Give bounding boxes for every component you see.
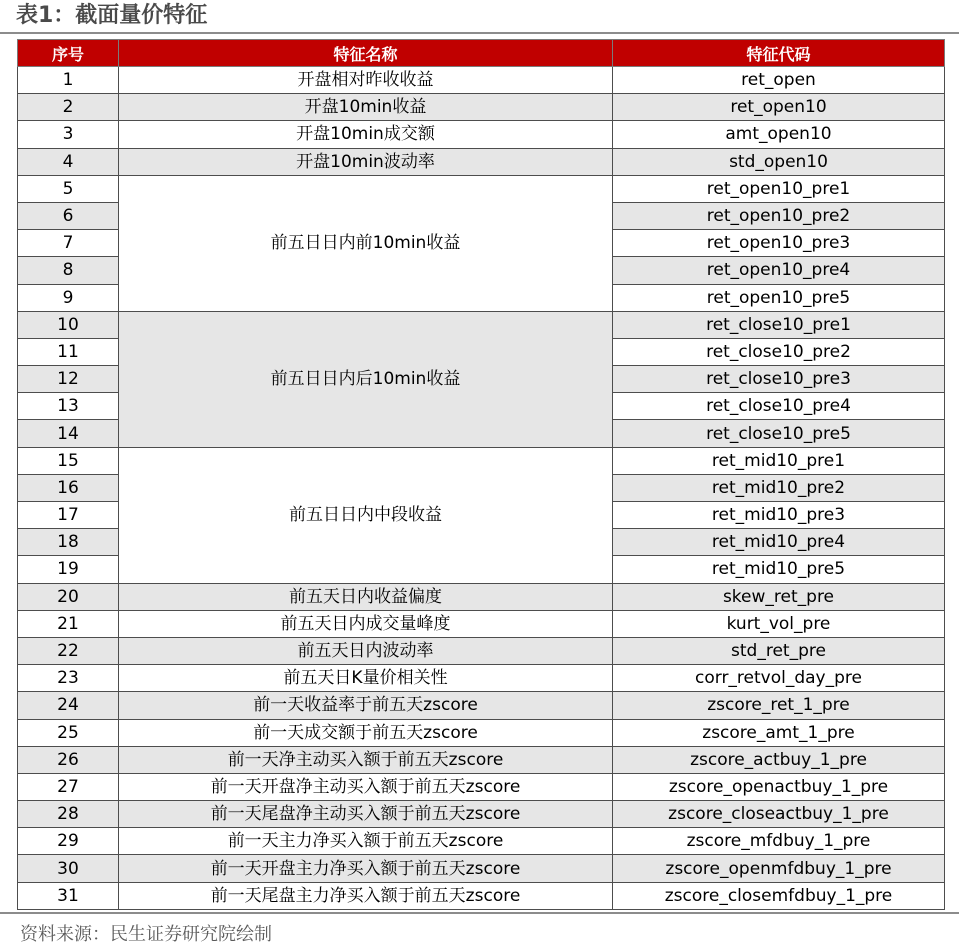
cell-code: ret_close10_pre4 xyxy=(613,393,945,420)
cell-code: zscore_mfdbuy_1_pre xyxy=(613,828,945,855)
cell-code: corr_retvol_day_pre xyxy=(613,665,945,692)
cell-no: 29 xyxy=(18,828,119,855)
table-title: 表1：截面量价特征 xyxy=(16,3,208,28)
cell-code: ret_open10_pre2 xyxy=(613,202,945,229)
cell-code: ret_close10_pre5 xyxy=(613,420,945,447)
cell-code: ret_mid10_pre5 xyxy=(613,556,945,583)
cell-code: zscore_actbuy_1_pre xyxy=(613,746,945,773)
cell-code: ret_mid10_pre1 xyxy=(613,447,945,474)
table-row xyxy=(18,148,945,175)
cell-no: 13 xyxy=(18,393,119,420)
cell-name: 前一天净主动买入额于前五天zscore xyxy=(119,746,613,773)
cell-code: std_ret_pre xyxy=(613,637,945,664)
bottom-rule xyxy=(0,912,959,914)
table-row xyxy=(18,94,945,121)
cell-code: ret_mid10_pre3 xyxy=(613,502,945,529)
source-note: 资料来源：民生证券研究院绘制 xyxy=(20,924,272,945)
cell-no: 20 xyxy=(18,583,119,610)
cell-code: kurt_vol_pre xyxy=(613,610,945,637)
table-row xyxy=(18,882,945,909)
cell-code: ret_open xyxy=(613,67,945,94)
table-row xyxy=(18,719,945,746)
cell-name: 开盘10min波动率 xyxy=(119,148,613,175)
cell-code: ret_open10_pre3 xyxy=(613,230,945,257)
header-name: 特征名称 xyxy=(119,40,613,67)
cell-code: ret_close10_pre2 xyxy=(613,338,945,365)
cell-no: 10 xyxy=(18,311,119,338)
cell-name: 开盘10min收益 xyxy=(119,94,613,121)
cell-code: ret_close10_pre3 xyxy=(613,366,945,393)
header-code: 特征代码 xyxy=(613,40,945,67)
cell-no: 23 xyxy=(18,665,119,692)
cell-code: ret_open10_pre5 xyxy=(613,284,945,311)
table-row xyxy=(18,828,945,855)
cell-code: skew_ret_pre xyxy=(613,583,945,610)
cell-no: 28 xyxy=(18,801,119,828)
cell-name: 前一天开盘主力净买入额于前五天zscore xyxy=(119,855,613,882)
cell-name: 前五日日内中段收益 xyxy=(119,447,613,583)
cell-no: 1 xyxy=(18,67,119,94)
cell-code: zscore_amt_1_pre xyxy=(613,719,945,746)
cell-code: ret_close10_pre1 xyxy=(613,311,945,338)
cell-no: 14 xyxy=(18,420,119,447)
table-header-row xyxy=(18,40,945,67)
cell-no: 3 xyxy=(18,121,119,148)
cell-name: 前五日日内后10min收益 xyxy=(119,311,613,447)
table-row xyxy=(18,855,945,882)
table-row xyxy=(18,610,945,637)
cell-no: 7 xyxy=(18,230,119,257)
table-row xyxy=(18,175,945,202)
cell-no: 22 xyxy=(18,637,119,664)
table-row xyxy=(18,773,945,800)
table-row xyxy=(18,121,945,148)
cell-name: 前一天尾盘净主动买入额于前五天zscore xyxy=(119,801,613,828)
cell-code: ret_open10 xyxy=(613,94,945,121)
cell-no: 26 xyxy=(18,746,119,773)
cell-no: 2 xyxy=(18,94,119,121)
cell-name: 前五天日内收益偏度 xyxy=(119,583,613,610)
cell-code: ret_mid10_pre2 xyxy=(613,474,945,501)
table-row xyxy=(18,67,945,94)
header-no: 序号 xyxy=(18,40,119,67)
cell-no: 6 xyxy=(18,202,119,229)
table-row xyxy=(18,746,945,773)
table-row xyxy=(18,637,945,664)
table-row xyxy=(18,665,945,692)
cell-no: 16 xyxy=(18,474,119,501)
cell-name: 前一天开盘净主动买入额于前五天zscore xyxy=(119,773,613,800)
cell-code: ret_mid10_pre4 xyxy=(613,529,945,556)
cell-no: 4 xyxy=(18,148,119,175)
table-row xyxy=(18,801,945,828)
cell-no: 5 xyxy=(18,175,119,202)
cell-code: zscore_ret_1_pre xyxy=(613,692,945,719)
cell-name: 前一天成交额于前五天zscore xyxy=(119,719,613,746)
table-row xyxy=(18,311,945,338)
cell-code: zscore_closemfdbuy_1_pre xyxy=(613,882,945,909)
table-row xyxy=(18,583,945,610)
cell-name: 前一天尾盘主力净买入额于前五天zscore xyxy=(119,882,613,909)
cell-no: 12 xyxy=(18,366,119,393)
cell-no: 9 xyxy=(18,284,119,311)
top-rule xyxy=(0,32,959,34)
cell-name: 开盘相对昨收收益 xyxy=(119,67,613,94)
cell-no: 11 xyxy=(18,338,119,365)
cell-code: std_open10 xyxy=(613,148,945,175)
cell-code: ret_open10_pre4 xyxy=(613,257,945,284)
cell-name: 前一天主力净买入额于前五天zscore xyxy=(119,828,613,855)
cell-name: 前五天日内波动率 xyxy=(119,637,613,664)
table-body xyxy=(18,67,945,910)
cell-no: 19 xyxy=(18,556,119,583)
cell-code: zscore_closeactbuy_1_pre xyxy=(613,801,945,828)
table-row xyxy=(18,447,945,474)
cell-code: zscore_openactbuy_1_pre xyxy=(613,773,945,800)
cell-no: 21 xyxy=(18,610,119,637)
feature-table xyxy=(17,39,945,910)
cell-no: 27 xyxy=(18,773,119,800)
table-row xyxy=(18,692,945,719)
cell-no: 8 xyxy=(18,257,119,284)
cell-name: 前五天日K量价相关性 xyxy=(119,665,613,692)
cell-code: zscore_openmfdbuy_1_pre xyxy=(613,855,945,882)
cell-code: ret_open10_pre1 xyxy=(613,175,945,202)
cell-no: 17 xyxy=(18,502,119,529)
cell-no: 30 xyxy=(18,855,119,882)
cell-no: 25 xyxy=(18,719,119,746)
cell-code: amt_open10 xyxy=(613,121,945,148)
cell-no: 24 xyxy=(18,692,119,719)
cell-name: 前五天日内成交量峰度 xyxy=(119,610,613,637)
cell-no: 15 xyxy=(18,447,119,474)
cell-name: 开盘10min成交额 xyxy=(119,121,613,148)
cell-name: 前一天收益率于前五天zscore xyxy=(119,692,613,719)
cell-no: 31 xyxy=(18,882,119,909)
cell-no: 18 xyxy=(18,529,119,556)
cell-name: 前五日日内前10min收益 xyxy=(119,175,613,311)
